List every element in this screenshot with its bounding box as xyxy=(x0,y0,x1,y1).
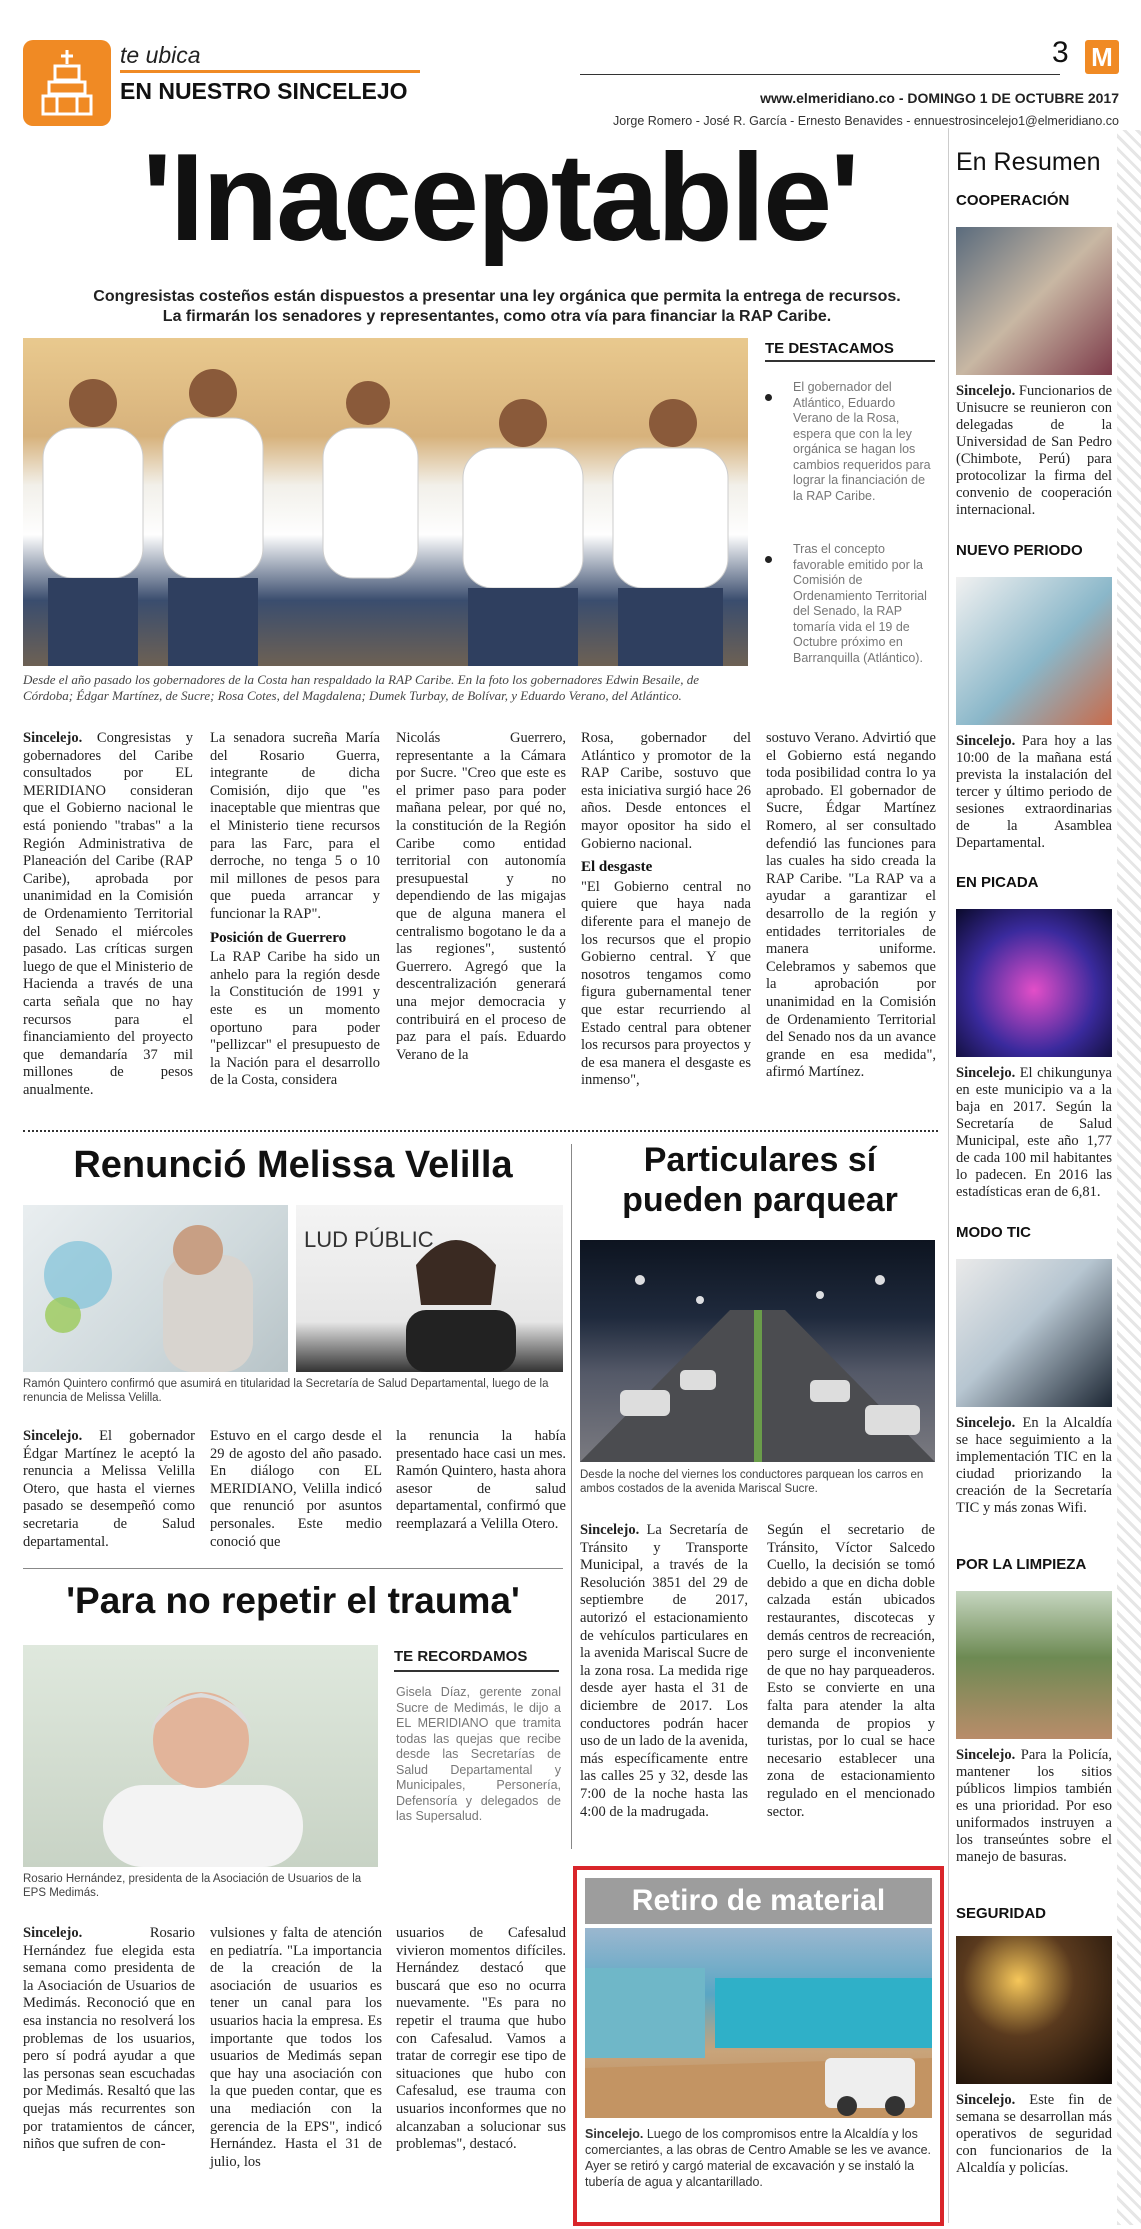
header-right-rule xyxy=(580,74,1060,75)
dateline: Sincelejo. xyxy=(23,730,83,746)
body-text: vulsiones y falta de atención en pediatría. "La importancia de la creación de la asociación de usuarios es tener un canal para los usuarios hacia la empresa. Es importante que todos los usuarios de Medimás sepan que hay una asociación con la que pueden contar, que es una mediación con la gerencia de la EPS", indicó Hernández. Hasta el 31 de julio, los xyxy=(210,1925,382,2170)
body-text: la renuncia la había presentado hace casi un mes. Ramón Quintero, hasta ahora asesor de salud departamental, confirmó que reemplazará a Velilla Otero. xyxy=(396,1428,566,1532)
main-col-3 xyxy=(396,730,566,1064)
body-text: El chikungunya en este municipio va a la baja en 2017. Según la Secretaría de Salud Municipal, este año 1,77 de cada 100 mil habitantes lo padecen. En 2016 las estadísticas eran de 6,81. xyxy=(956,1065,1112,1200)
body-text: La senadora sucreña María del Rosario Guerra, integrante de dicha Comisión, dijo que "es inaceptable que mientras que el Ministerio tiene recursos para las Farc, para el derroche, no tenga 5 o 10 mil millones de pesos para que pueda arrancar y funcionar la RAP". xyxy=(210,730,380,922)
main-col-4 xyxy=(581,730,751,1090)
logo-shapes xyxy=(23,1205,288,1372)
retiro-title: Retiro de material xyxy=(585,1878,932,1924)
dateline: Sincelejo. xyxy=(956,1065,1016,1081)
horizontal-rule xyxy=(23,1568,563,1569)
trauma-col-3 xyxy=(396,1925,566,2154)
photo-sign-text: LUD PÚBLIC xyxy=(304,1227,434,1252)
dateline: Sincelejo. xyxy=(580,1522,640,1538)
body-text: Para hoy a las 10:00 de la mañana está prevista la instalación del tercer y último periodo de sesiones extraordinarias de la Asamblea Departamental. xyxy=(956,733,1112,851)
sidebar-photo xyxy=(956,577,1112,725)
melissa-col-2 xyxy=(210,1428,382,1551)
body-text: Rosa, gobernador del Atlántico y promotor de la RAP Caribe, sostuvo que esta iniciativa surgió hace 26 años. Desde entonces el mayor opositor ha sido el Gobierno nacional. xyxy=(581,730,751,852)
bullet-icon xyxy=(765,556,772,563)
dateline: Sincelejo. xyxy=(956,1747,1016,1763)
highlights-rule xyxy=(765,360,935,362)
parking-photo xyxy=(580,1240,935,1462)
body-text: El gobernador Édgar Martínez le aceptó la renuncia a Melissa Velilla Otero, que hasta el viernes pasado se desempeñó como secretaria de Salud departamental. xyxy=(23,1428,195,1550)
body-text: En la Alcaldía se hace seguimiento a la implementación TIC en la ciudad priorizando la creación de la Secretaría TIC y más zonas Wifi. xyxy=(956,1415,1113,1516)
trauma-headline: 'Para no repetir el trauma' xyxy=(66,1580,520,1621)
body-text: La Secretaría de Tránsito y Transporte Municipal, a través de la Resolución 3851 del 29 de septiembre de 2017, autorizó el estacionamiento de vehículos particulares en la avenida Mariscal Sucre de la zona rosa. La medida rige desde ayer hasta el 31 de diciembre de 2017. Los conductores podrán hacer uso de un lado de la avenida, más específicamente entre las calles 25 y 32, desde las 7:00 de la noche hasta las 4:00 de la madrugada. xyxy=(580,1522,749,1820)
melissa-headline: Renunció Melissa Velilla xyxy=(73,1144,513,1186)
sidebar-divider xyxy=(948,128,949,2223)
body-text: Estuvo en el cargo desde el 29 de agosto del año pasado. En diálogo con EL MERIDIANO, Velilla indicó que renunció por asuntos personales. Este medio conoció que xyxy=(210,1428,382,1550)
sidebar-pattern xyxy=(1117,130,1141,2225)
sidebar-heading: MODO TIC xyxy=(956,1224,1031,1241)
vertical-rule xyxy=(571,1144,572,1849)
sidebar-photo xyxy=(956,1259,1112,1407)
bullet-icon xyxy=(765,394,772,401)
header-rule xyxy=(120,70,420,73)
body-text: "El Gobierno central no quiere que haya nada diferente para el manejo de los recursos que el propio Gobierno central. Y que nosotros tengamos como figura gubernamental tener que estar recurriendo al Estado central para obtener los recursos para proyectos y de esa manera el desgaste es inmenso", xyxy=(581,878,751,1089)
main-headline: 'Inaceptable' xyxy=(142,129,858,267)
trauma-col-1 xyxy=(23,1925,195,2154)
melissa-caption: Ramón Quintero confirmó que asumirá en titularidad la Secretaría de Salud Departamental, luego de la renuncia de Melissa Velilla. xyxy=(23,1378,549,1404)
construction-scene xyxy=(585,1928,932,2118)
main-col-1 xyxy=(23,730,193,1099)
section-bottom-label: EN NUESTRO SINCELEJO xyxy=(120,78,408,104)
dateline: Sincelejo. xyxy=(956,383,1016,399)
sidebar-heading: POR LA LIMPIEZA xyxy=(956,1556,1087,1573)
sidebar-item-limpieza xyxy=(956,1556,1112,1866)
melissa-col-1 xyxy=(23,1428,195,1551)
page-number: 3 xyxy=(1052,36,1069,69)
sidebar-heading: NUEVO PERIODO xyxy=(956,542,1083,559)
body-text: sostuvo Verano. Advirtió que el Gobierno está negando toda posibilidad contra lo ya aprobado. El gobernador de Sucre, Édgar Martínez Romero, al ser consultado defendió las funciones para las cuales ha sido creada la RAP Caribe. "La RAP va a ayudar a garantizar el desarrollo de la región y entidades territoriales de manera uniforme. Celebramos y sabemos que la aprobación por unanimidad en la Comisión de Ordenamiento Territorial del Senado nos da un avance grande en esa medida", afirmó Martínez. xyxy=(766,730,936,1081)
dateline: Sincelejo. xyxy=(956,1415,1016,1431)
sidebar-heading: COOPERACIÓN xyxy=(956,192,1070,209)
recordamos-rule xyxy=(394,1670,559,1672)
credits: Jorge Romero - José R. García - Ernesto Benavides - ennuestrosincelejo1@elmeridiano.co xyxy=(613,114,1119,128)
body-text: Nicolás Guerrero, representante a la Cámara por Sucre. "Creo que este es el primer paso para poder mañana pelear, por qué no, la constitución de la Región Caribe como entidad territorial con autonomía presupuestal y no dependiendo de las migajas que de alguna manera el centralismo bogotano le da a las regiones", sustentó Guerrero. Agregó que la descentralización generará una mejor democracia y contribuirá en el proceso de paz para el país. Eduardo Verano de la xyxy=(396,730,566,1063)
church-icon xyxy=(23,40,111,126)
recordamos-title: TE RECORDAMOS xyxy=(394,1648,528,1665)
trauma-col-2 xyxy=(210,1925,382,2171)
highlight-text: Tras el concepto favorable emitido por la Comisión de Ordenamiento Territorial del Senado, la RAP tomaría vida el 19 de Octubre próximo en Barranquilla (Atlántico). xyxy=(793,542,927,665)
melissa-col-3 xyxy=(396,1428,566,1534)
sidebar-title: En Resumen xyxy=(956,148,1101,176)
main-col-2 xyxy=(210,730,380,1090)
main-dek: Congresistas costeños están dispuestos a presentar una ley orgánica que permita la entrega de recursos. La firmarán los senadores y representantes, como otra vía para financiar la RAP Caribe. xyxy=(93,288,901,325)
sidebar-text xyxy=(956,1747,1112,1866)
dateline: Sincelejo. xyxy=(23,1428,83,1444)
subhead: Posición de Guerrero xyxy=(210,929,347,946)
highlight-item-2 xyxy=(765,542,935,666)
retiro-text xyxy=(585,2126,932,2190)
dateline: Sincelejo. xyxy=(585,2127,644,2141)
site-date: www.elmeridiano.co - DOMINGO 1 DE OCTUBRE 2017 xyxy=(760,90,1119,106)
body-text: Según el secretario de Tránsito, Víctor Salcedo Cuello, la decisión se tomó debido a que en dicha doble calzada están ubicados restaurantes, discotecas y demás centros de recreación, pero surge el inconveniente de que no hay parqueaderos. Esto se convierte en una falta para atender la alta demanda de propios y turistas, por lo cual se hace necesario establecer una zona de estacionamiento regulado en el mencionado sector. xyxy=(767,1522,935,1820)
sidebar-item-seguridad xyxy=(956,1905,1112,2177)
section-top-label: te ubica xyxy=(120,42,201,68)
parking-col-2 xyxy=(767,1522,935,1821)
sidebar-photo xyxy=(956,909,1112,1057)
parking-caption: Desde la noche del viernes los conductores parquean los carros en ambos costados de la avenida Mariscal Sucre. xyxy=(580,1469,924,1495)
main-photo xyxy=(23,338,748,666)
melissa-photo-1 xyxy=(23,1205,288,1372)
street-scene xyxy=(580,1240,935,1462)
body-text: Luego de los compromisos entre la Alcaldía y los comerciantes, a las obras de Centro Amable se les ve avance. Ayer se retiró y cargó material de excavación y se instaló la tubería de agua y alcantarillado. xyxy=(585,2127,932,2189)
dateline: Sincelejo. xyxy=(956,2092,1016,2108)
sidebar-text xyxy=(956,733,1112,852)
retiro-box xyxy=(573,1866,944,2226)
trauma-caption: Rosario Hernández, presidenta de la Asociación de Usuarios de la EPS Medimás. xyxy=(23,1873,362,1899)
sidebar-photo xyxy=(956,1936,1112,2084)
section-divider xyxy=(23,1130,938,1132)
body-text: Congresistas y gobernadores del Caribe consultados por EL MERIDIANO consideran que el Gobierno nacional le está poniendo "trabas" a la Región Administrativa de Planeación del Caribe (RAP Caribe), aprobada por unanimidad en la Comisión de Ordenamiento Territorial del Senado el miércoles pasado. Las críticas surgen luego de que el Ministerio de Hacienda a través de una carta señala que no hay recursos para el financiamiento del proyecto que demandaría 37 mil millones de pesos anualmente. xyxy=(23,730,193,1098)
people-silhouettes xyxy=(23,338,748,666)
highlight-item-1 xyxy=(765,380,935,504)
dateline: Sincelejo. xyxy=(23,1925,83,1941)
sidebar-item-en-picada xyxy=(956,874,1112,1201)
section-logo xyxy=(23,40,111,126)
highlight-text: El gobernador del Atlántico, Eduardo Verano de la Rosa, espera que con la ley orgánica se hagan los cambios requeridos para lograr la financiación de la RAP Caribe. xyxy=(793,380,931,503)
main-photo-caption: Desde el año pasado los gobernadores de la Costa han respaldado la RAP Caribe. En la foto los gobernadores Edwin Besaile, de Córdoba; Édgar Martínez, de Sucre; Rosa Cotes, del Magdalena; Dumek Turbay, de Bolívar, y Eduardo Verano, del Atlántico. xyxy=(23,672,700,703)
trauma-photo xyxy=(23,1645,378,1867)
body-text: Para la Policía, mantener los sitios públicos limpios también es una prioridad. Por eso uniformados instruyen a los transeúntes sobre el manejo de basuras. xyxy=(956,1747,1112,1865)
body-text: Funcionarios de Unisucre se reunieron con delegadas de la Universidad de San Pedro (Chimbote, Perú) para protocolizar la firma del convenio de cooperación internacional. xyxy=(956,383,1113,518)
main-col-5 xyxy=(766,730,936,1082)
melissa-photo-2 xyxy=(296,1205,563,1372)
body-text: Este fin de semana se desarrollan más operativos de seguridad con funcionarios de la Alcaldía y policías. xyxy=(956,2092,1112,2176)
dateline: Sincelejo. xyxy=(956,733,1016,749)
sidebar-item-modo-tic xyxy=(956,1224,1112,1517)
sidebar-text xyxy=(956,2092,1112,2177)
retiro-photo xyxy=(585,1928,932,2118)
sidebar-item-nuevo-periodo xyxy=(956,542,1112,852)
sidebar-text xyxy=(956,1415,1112,1517)
body-text: usuarios de Cafesalud vivieron momentos difíciles. Hernández destacó que buscará que eso no ocurra nuevamente. "Es para no repetir el trauma que hubo con Cafesalud. Vamos a tratar de corregir ese tipo de situaciones que hubo con Cafesalud, ese trauma con usuarios inconformes que no alcanzaban a solucionar sus problemas", destacó. xyxy=(396,1925,566,2153)
body-text: La RAP Caribe ha sido un anhelo para la región desde la Constitución de 1991 y este es un momento oportuno para poder "pellizcar" el presupuesto de la Nación para el desarrollo de la Costa, considera xyxy=(210,949,380,1089)
body-text: Rosario Hernández fue elegida esta semana como presidenta de la Asociación de Usuarios de Medimás. Reconoció que en esa instancia no resolverá los problemas de los usuarios, pero sí podrá ayudar a que las personas sean escuchadas por Medimás. Resaltó que las quejas más recurrentes son por tratamientos de cáncer, niños que sufren de con- xyxy=(23,1925,195,2153)
sidebar-photo xyxy=(956,1591,1112,1739)
woman-portrait xyxy=(23,1645,378,1867)
highlights-title: TE DESTACAMOS xyxy=(765,340,894,357)
sidebar-photo xyxy=(956,227,1112,375)
parking-headline: Particulares sí pueden parquear xyxy=(622,1141,898,1219)
sidebar-text xyxy=(956,1065,1112,1201)
subhead: El desgaste xyxy=(581,859,653,876)
sidebar-heading: EN PICADA xyxy=(956,874,1039,891)
sidebar-text xyxy=(956,383,1112,519)
sidebar-item-cooperacion xyxy=(956,192,1112,519)
recordamos-text: Gisela Díaz, gerente zonal Sucre de Medimás, le dijo a EL MERIDIANO que tramita todas las quejas que recibe desde las Secretarías de Salud Departamental y Municipales, Personería, Defensoría y delegados de las Supersalud. xyxy=(396,1685,561,1823)
parking-col-1 xyxy=(580,1522,748,1821)
brand-logo: M xyxy=(1085,40,1119,74)
sidebar-heading: SEGURIDAD xyxy=(956,1905,1047,1922)
